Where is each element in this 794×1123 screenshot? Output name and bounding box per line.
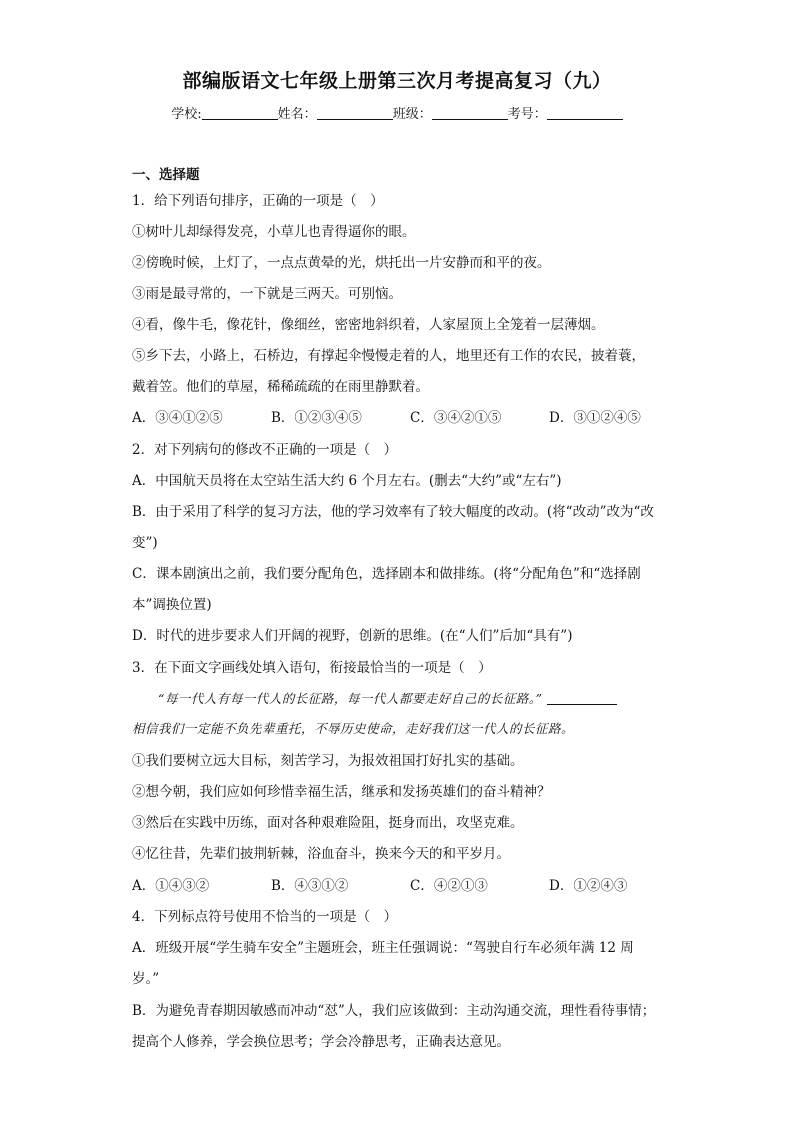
q2-stem: 2．对下列病句的修改不正确的一项是（ ） (132, 442, 398, 458)
section-title: 一、选择题 (132, 167, 200, 183)
q3-fill-blank[interactable] (547, 692, 617, 705)
q1-stem: 1．给下列语句排序，正确的一项是（ ） (132, 193, 384, 209)
q2-option-b[interactable]: B．由于采用了科学的复习方法，他的学习效率有了较大幅度的改动。(将“改动”改为“改 (132, 504, 654, 520)
q2-option-a[interactable]: A．中国航天员将在太空站生活大约 6 个月左右。(删去“大约”或“左右”) (132, 473, 562, 489)
q4-option-b-cont: 提高个人修养，学会换位思考；学会冷静思考，正确表达意见。 (132, 1034, 510, 1050)
q1-option-c[interactable]: C．③④②①⑤ (410, 410, 502, 426)
q1-option-a[interactable]: A．③④①②⑤ (132, 410, 223, 426)
q1-option-d[interactable]: D．③①②④⑤ (549, 410, 641, 426)
q3-stem: 3．在下面文字画线处填入语句，衔接最恰当的一项是（ ） (132, 660, 492, 676)
number-blank[interactable] (547, 106, 623, 120)
q1-sentence-4: ④看，像牛毛，像花针，像细丝，密密地斜织着，人家屋顶上全笼着一层薄烟。 (132, 317, 605, 333)
student-info-row (0, 103, 794, 122)
q2-option-d[interactable]: D．时代的进步要求人们开阔的视野，创新的思维。(在“人们”后加“具有”) (132, 628, 573, 644)
q3-sentence-2: ②想今朝，我们应如何珍惜幸福生活，继承和发扬英雄们的奋斗精神？ (132, 784, 551, 800)
q3-option-a[interactable]: A．①④③② (132, 878, 210, 894)
q1-sentence-5-cont: 戴着笠。他们的草屋，稀稀疏疏的在雨里静默着。 (132, 379, 429, 395)
q4-option-a[interactable]: A．班级开展“学生骑车安全”主题班会，班主任强调说：“驾驶自行车必须年满 12 周 (132, 940, 634, 956)
q3-quote-line-2: 相信我们一定能不负先辈重托，不辱历史使命，走好我们这一代人的长征路。 (132, 721, 575, 736)
q3-sentence-4: ④忆往昔，先辈们披荆斩棘，浴血奋斗，换来今天的和平岁月。 (132, 846, 510, 862)
q1-sentence-5: ⑤乡下去，小路上，石桥边，有撑起伞慢慢走着的人，地里还有工作的农民，披着蓑， (132, 348, 645, 364)
q3-option-c[interactable]: C．④②①③ (410, 878, 488, 894)
q3-quote-line-1 (158, 690, 617, 708)
class-blank[interactable] (432, 106, 508, 120)
number-label: 考号： (507, 107, 547, 122)
q2-option-c-cont: 本”调换位置) (132, 597, 212, 613)
q3-option-b[interactable]: B．④③①② (271, 878, 349, 894)
q4-option-a-cont: 岁。” (132, 971, 160, 987)
q3-quote-text: “每一代人有每一代人的长征路，每一代人都要走好自己的长征路。” (158, 691, 543, 706)
q4-option-b[interactable]: B．为避免青春期因敏感而冲动“怼”人，我们应该做到：主动沟通交流，理性看待事情； (132, 1003, 656, 1019)
name-blank[interactable] (317, 106, 393, 120)
class-label: 班级： (392, 107, 432, 122)
q1-option-b[interactable]: B．①②③④⑤ (271, 410, 362, 426)
school-label: 学校: (171, 107, 202, 122)
q1-sentence-3: ③雨是最寻常的，一下就是三两天。可别恼。 (132, 286, 402, 302)
q2-option-c[interactable]: C．课本剧演出之前，我们要分配角色，选择剧本和做排练。(将“分配角色”和“选择剧 (132, 566, 641, 582)
q1-sentence-2: ②傍晚时候，上灯了，一点点黄晕的光，烘托出一片安静而和平的夜。 (132, 255, 551, 271)
q1-sentence-1: ①树叶儿却绿得发亮，小草儿也青得逼你的眼。 (132, 224, 416, 240)
q3-sentence-3: ③然后在实践中历练，面对各种艰难险阻，挺身而出，攻坚克难。 (132, 815, 524, 831)
school-blank[interactable] (202, 106, 278, 120)
name-label: 姓名： (277, 107, 317, 122)
q2-option-b-cont: 变”) (132, 535, 158, 551)
q3-sentence-1: ①我们要树立远大目标，刻苦学习，为报效祖国打好扎实的基础。 (132, 753, 524, 769)
q3-option-d[interactable]: D．①②④③ (549, 878, 628, 894)
q4-stem: 4．下列标点符号使用不恰当的一项是（ ） (132, 909, 398, 925)
page-title: 部编版语文七年级上册第三次月考提高复习（九） (182, 70, 612, 92)
